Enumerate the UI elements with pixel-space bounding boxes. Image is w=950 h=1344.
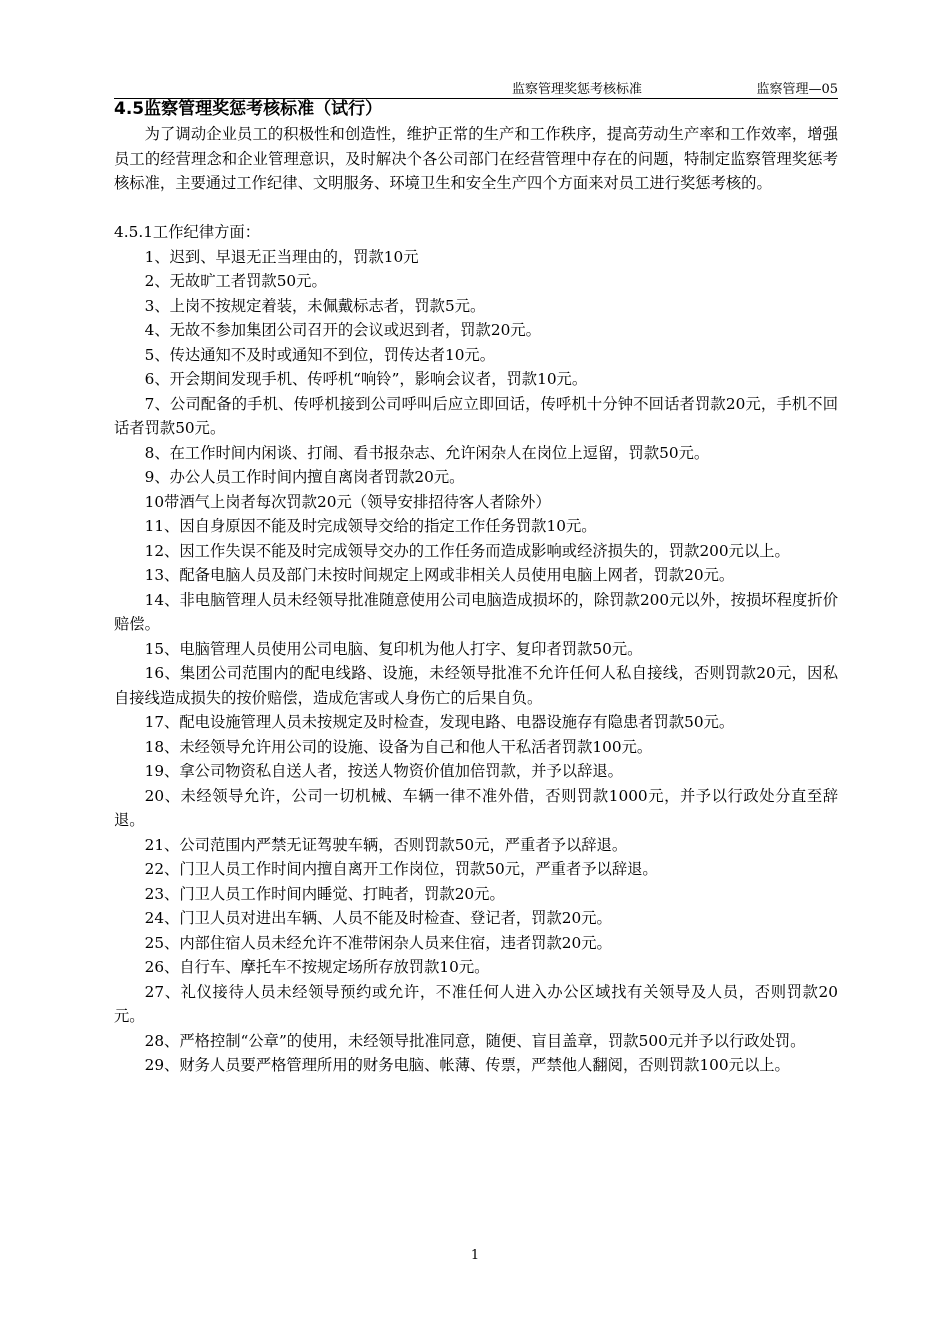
document-title: 4.5监察管理奖惩考核标准（试行）	[114, 99, 383, 119]
rule-item: 2、无故旷工者罚款50元。	[144, 272, 327, 290]
rule-item: 29、财务人员要严格管理所用的财务电脑、帐薄、传票，严禁他人翻阅，否则罚款100元以上。	[144, 1056, 790, 1074]
rule-item: 15、电脑管理人员使用公司电脑、复印机为他人打字、复印者罚款50元。	[144, 639, 643, 658]
rule-item: 12、因工作失误不能及时完成领导交办的工作任务而造成影响或经济损失的，罚款200元以上。	[144, 541, 790, 560]
intro-paragraph: 为了调动企业员工的积极性和创造性，维护正常的生产和工作秩序，提高劳动生产率和工作效率，增强员工的经营理念和企业管理意识，及时解决个各公司部门在经营管理中存在的问题，特制定监察管理奖惩考核标准，主要通过工作纪律、文明服务、环境卫生和安全生产四个方面来对员工进行奖惩考核的。	[114, 125, 838, 192]
rule-item: 23、门卫人员工作时间内睡觉、打盹者，罚款20元。	[144, 884, 505, 903]
rule-item: 27、礼仪接待人员未经领导预约或允许，不准任何人进入办公区域找有关领导及人员，否则罚款20元。	[114, 982, 838, 1025]
rule-item: 18、未经领导允许用公司的设施、设备为自己和他人干私活者罚款100元。	[144, 737, 653, 756]
section-heading: 4.5.1工作纪律方面：	[114, 223, 261, 241]
rule-item: 11、因自身原因不能及时完成领导交给的指定工作任务罚款10元。	[144, 517, 597, 535]
rule-item: 25、内部住宿人员未经允许不准带闲杂人员来住宿，违者罚款20元。	[144, 933, 612, 952]
rule-item: 5、传达通知不及时或通知不到位，罚传达者10元。	[144, 345, 496, 364]
rule-item: 1、迟到、早退无正当理由的，罚款10元	[144, 247, 419, 266]
rules-list	[114, 245, 838, 1078]
header-title: 监察管理奖惩考核标准	[512, 82, 643, 97]
rule-item: 10带酒气上岗者每次罚款20元（领导安排招待客人者除外）	[144, 492, 551, 511]
rule-item: 19、拿公司物资私自送人者，按送人物资价值加倍罚款，并予以辞退。	[144, 762, 623, 780]
rule-item: 17、配电设施管理人员未按规定及时检查，发现电路、电器设施存有隐患者罚款50元。	[144, 713, 735, 731]
rule-item: 26、自行车、摩托车不按规定场所存放罚款10元。	[144, 958, 490, 976]
rule-item: 3、上岗不按规定着装，未佩戴标志者，罚款5元。	[144, 296, 486, 315]
rule-item: 16、集团公司范围内的配电线路、设施，未经领导批准不允许任何人私自接线，否则罚款20元，因私自接线造成损失的按价赔偿，造成危害或人身伤亡的后果自负。	[114, 664, 838, 707]
rule-item: 7、公司配备的手机、传呼机接到公司呼叫后应立即回话，传呼机十分钟不回话者罚款20元，手机不回话者罚款50元。	[114, 394, 838, 437]
rule-item: 8、在工作时间内闲谈、打闹、看书报杂志、允许闲杂人在岗位上逗留，罚款50元。	[144, 443, 710, 462]
page-number: 1	[470, 1248, 480, 1263]
rule-item: 24、门卫人员对进出车辆、人员不能及时检查、登记者，罚款20元。	[144, 909, 612, 927]
rule-item: 14、非电脑管理人员未经领导批准随意使用公司电脑造成损坏的，除罚款200元以外，按损坏程度折价赔偿。	[114, 590, 838, 633]
document-body	[114, 96, 838, 1078]
rule-item: 22、门卫人员工作时间内擅自离开工作岗位，罚款50元，严重者予以辞退。	[144, 860, 658, 878]
header-document-code: 监察管理—05	[756, 82, 838, 97]
rule-item: 20、未经领导允许，公司一切机械、车辆一律不准外借，否则罚款1000元，并予以行政处分直至辞退。	[114, 786, 838, 829]
rule-item: 21、公司范围内严禁无证驾驶车辆，否则罚款50元，严重者予以辞退。	[144, 835, 628, 854]
rule-item: 4、无故不参加集团公司召开的会议或迟到者，罚款20元。	[144, 321, 541, 339]
rule-item: 28、严格控制“公章”的使用，未经领导批准同意，随便、盲目盖章，罚款500元并予以行政处罚。	[144, 1031, 806, 1050]
blank-line	[114, 196, 838, 221]
rule-item: 13、配备电脑人员及部门未按时间规定上网或非相关人员使用电脑上网者，罚款20元。	[144, 566, 735, 584]
rule-item: 9、办公人员工作时间内擅自离岗者罚款20元。	[144, 468, 465, 486]
rule-item: 6、开会期间发现手机、传呼机“响铃”，影响会议者，罚款10元。	[144, 370, 588, 388]
